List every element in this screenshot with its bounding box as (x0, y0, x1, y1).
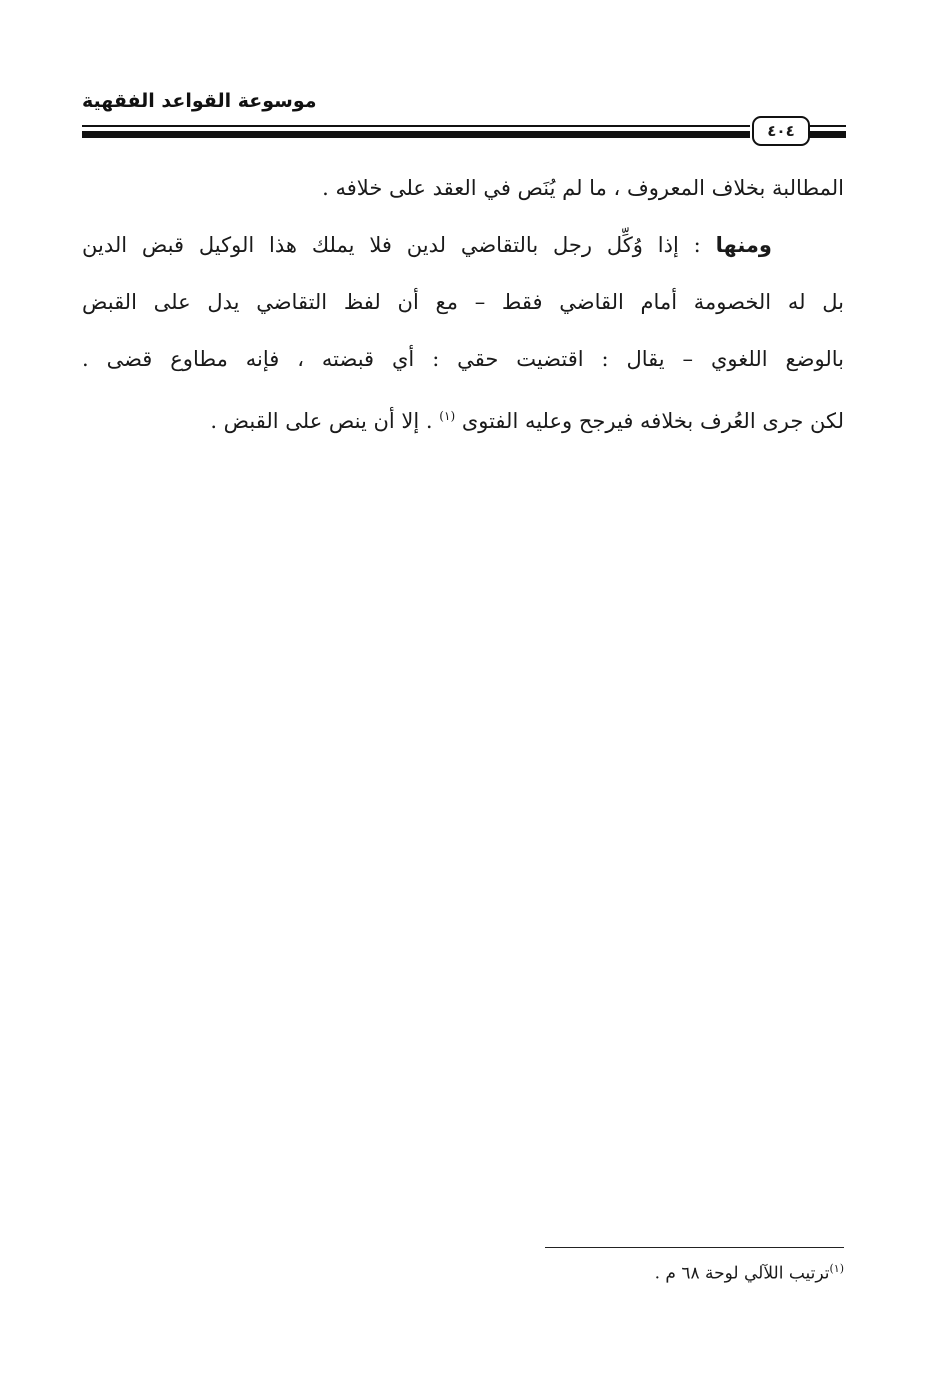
body-text (82, 166, 844, 451)
footnote-reference[interactable]: (١) (439, 409, 456, 423)
footnote-separator (545, 1247, 844, 1248)
text-line-2-rest: : إذا وُكِّل رجل بالتقاضي لدين فلا يملك هذا الوكيل قبض الدين (82, 233, 701, 257)
header-rule-thin (82, 125, 750, 127)
text-line-1: المطالبة بخلاف المعروف ، ما لم يُنَص في العقد على خلافه . (322, 176, 844, 200)
book-title: موسوعة القواعد الفقهية (82, 90, 317, 112)
header-rule-right-thin (808, 125, 846, 127)
footnote (655, 1262, 844, 1284)
text-line-4: بالوضع اللغوي – يقال : اقتضيت حقي : أي قبضته ، فإنه مطاوع قضى . (82, 347, 844, 371)
footnote-marker: (١) (829, 1262, 844, 1275)
keyword-minha: ومنها (715, 233, 772, 257)
text-line-5-end: . إلا أن ينص على القبض . (210, 409, 433, 433)
page-number: ٤٠٤ (752, 116, 810, 146)
page-header (82, 86, 846, 146)
footnote-text: ترتيب اللآلي لوحة ٦٨ م . (654, 1263, 830, 1284)
text-line-3: بل له الخصومة أمام القاضي فقط – مع أن لفظ التقاضي يدل على القبض (82, 290, 844, 314)
header-rule-right-thick (808, 131, 846, 138)
header-rule-thick (82, 131, 750, 138)
text-line-5 (82, 394, 844, 451)
text-line-2 (82, 223, 844, 280)
text-line-5-start: لكن جرى العُرف بخلافه فيرجح وعليه الفتوى (461, 409, 844, 433)
